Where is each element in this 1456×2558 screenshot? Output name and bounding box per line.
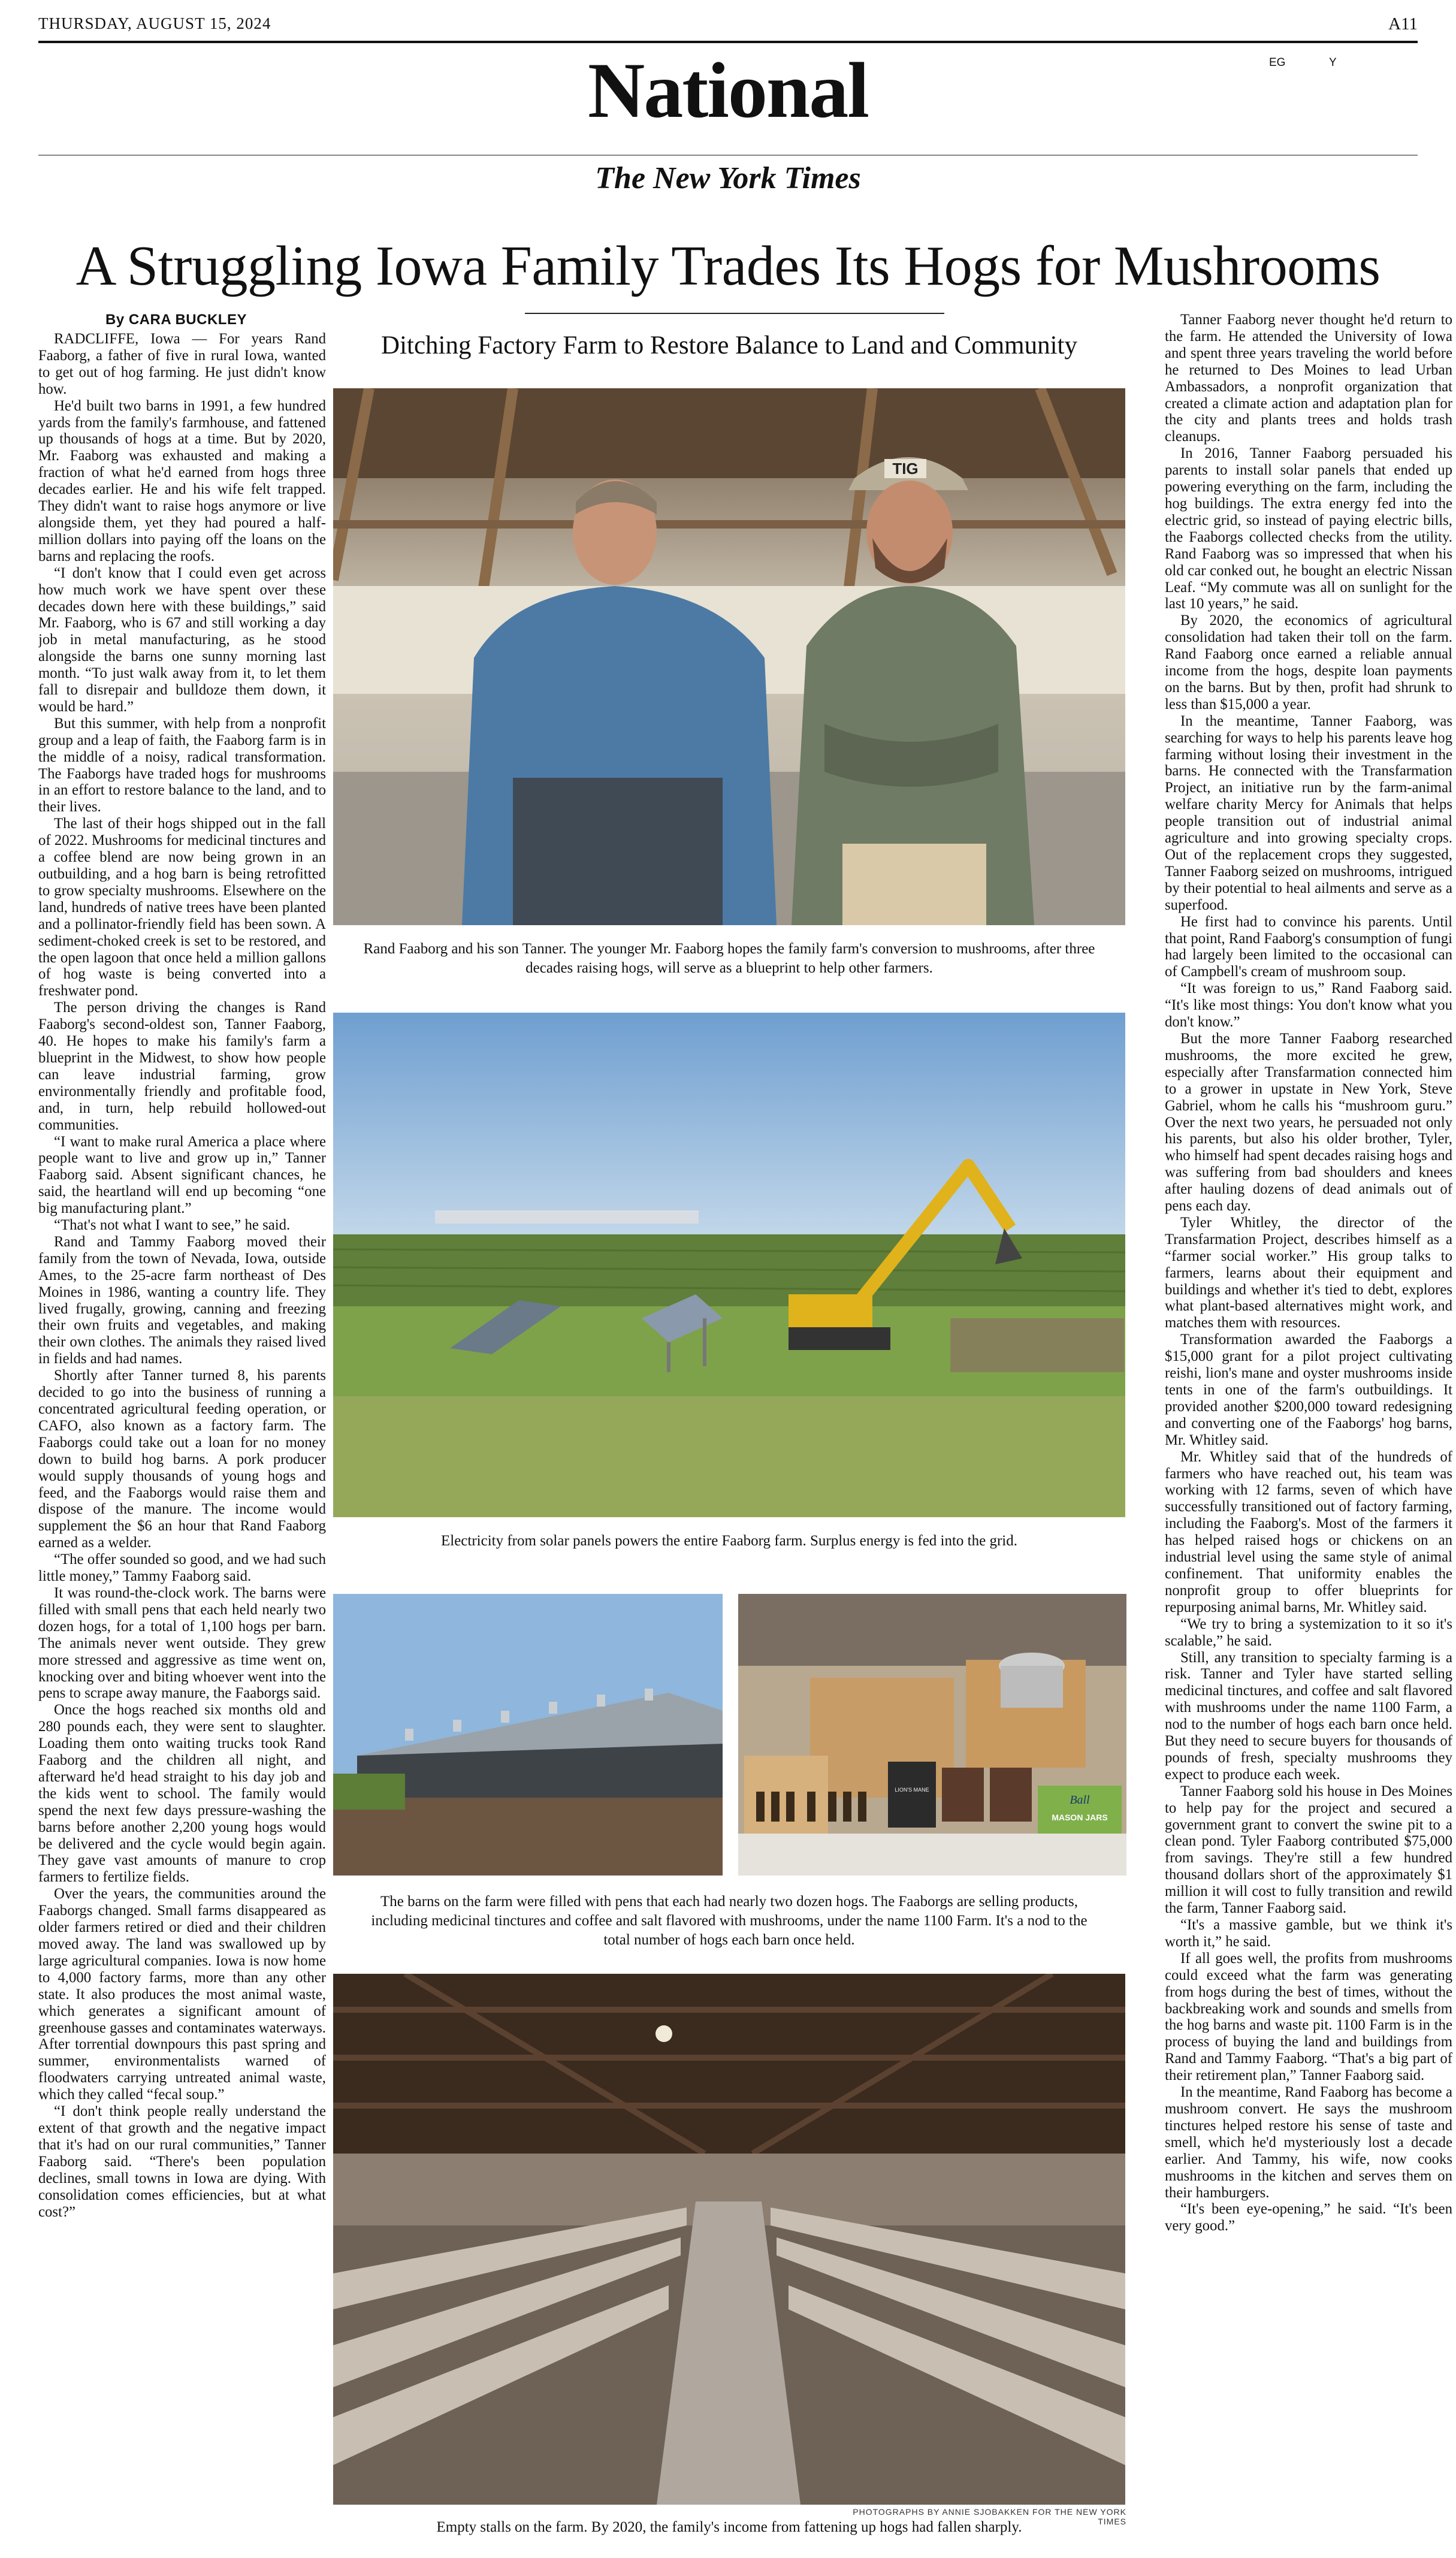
photo-products (738, 1594, 1126, 1876)
paragraph: The last of their hogs shipped out in the fall of 2022. Mushrooms for medicinal tinctures and a coffee blend are now being grown in an outbuilding, and a hog barn is being retrofitted to grow specialty mushrooms. Elsewhere on the land, hundreds of native trees have been planted and a pollinator-friendly field has been sown. A sediment-choked creek is set to be restored, and the open lagoon that once held a million gallons of hog waste is being converted into a freshwater pond. (38, 816, 326, 999)
paragraph: By 2020, the economics of agricultural consolidation had taken their toll on the farm. Rand Faaborg once earned a reliable annual income from the hogs, despite loan payments on the barns. But by then, profit had shrunk to less than $15,000 a year. (1165, 612, 1452, 712)
paragraph: Once the hogs reached six months old and 280 pounds each, they were sent to slaughter. Loading them onto waiting trucks took Rand Faaborg and the children all night, and afterward he'd head straight to his day job and the kids went to school. The family would spend the next few days pressure-washing the barns before another 2,200 young hogs would be delivered and the cycle would begin again. They gave vast amounts of manure to crop farmers to fertilize fields. (38, 1702, 326, 1886)
paragraph: “It was foreign to us,” Rand Faaborg said. “It's like most things: You don't know what you don't know.” (1165, 980, 1452, 1031)
paragraph: “I want to make rural America a place where people want to live and grow up in,” Tanner Faaborg said. Absent significant chances, he said, the heartland will end up becoming “one big manufacturing plant.” (38, 1133, 326, 1217)
section-title: National (587, 46, 869, 134)
paragraph: He'd built two barns in 1991, a few hundred yards from the family's farmhouse, and fattened up thousands of hogs at a time. But by 2020, Mr. Faaborg was exhausted and making a fraction of what he'd earned from hogs three decades earlier. He and his wife felt trapped. They didn't want to raise hogs anymore or live alongside them, yet they had poured a half-million dollars into paying off the loans on the barns and replacing the roofs. (38, 397, 326, 564)
paragraph: He first had to convince his parents. Until that point, Rand Faaborg's consumption of fungi had largely been limited to the occasional can of Campbell's cream of mushroom soup. (1165, 913, 1452, 980)
paragraph: Transformation awarded the Faaborgs a $15,000 grant for a pilot project cultivating reishi, lion's mane and oyster mushrooms inside tents in one of the farm's outbuildings. It provided another $200,000 toward redesigning and converting one of the Faaborgs' hog barns, Mr. Whitley said. (1165, 1331, 1452, 1448)
masthead-rule (38, 155, 1418, 156)
paragraph: The person driving the changes is Rand Faaborg's second-oldest son, Tanner Faaborg, 40. He hopes to make his family's farm a blueprint in the Midwest, to show how people can leave industrial farming, grow environmentally friendly and profitable food, and, in turn, help rebuild hollowed-out communities. (38, 999, 326, 1133)
paragraph: “The offer sounded so good, and we had such little money,” Tammy Faaborg said. (38, 1551, 326, 1585)
newspaper-logo: The New York Times (595, 161, 861, 195)
paragraph: In 2016, Tanner Faaborg persuaded his parents to install solar panels that ended up powering everything on the farm, including the hog buildings. The extra energy fed into the electric grid, so instead of paying electric bills, the Faaborgs collected checks from the utility. Rand Faaborg was so impressed that when his old car conked out, he bought an electric Nissan Leaf. “My commute was all on sunlight for the last 10 years,” he said. (1165, 445, 1452, 612)
article-column-right (1165, 312, 1452, 2553)
paragraph: “It's a massive gamble, but we think it's worth it,” he said. (1165, 1917, 1452, 1950)
photo-credit: PHOTOGRAPHS BY ANNIE SJOBAKKEN FOR THE NEW YORK TIMES (853, 2507, 1126, 2526)
photo-portrait (333, 388, 1125, 925)
article-column-left (38, 331, 326, 2548)
product-label: LION'S MANE (895, 1787, 929, 1793)
paragraph: But this summer, with help from a nonprofit group and a leap of faith, the Faaborg farm is in the middle of a noisy, radical transformation. The Faaborgs have traded hogs for mushrooms in an effort to restore balance to the land, and to their lives. (38, 715, 326, 816)
paragraph: Rand and Tammy Faaborg moved their family from the town of Nevada, Iowa, outside Ames, to the 25-acre farm northeast of Des Moines in 1986, wanting a country life. They lived frugally, growing, canning and freezing their own fruits and vegetables, and making their own clothes. The animals they raised lived in fields and had names. (38, 1233, 326, 1367)
paragraph: Tyler Whitley, the director of the Transfarmation Project, describes himself as a “farmer social worker.” His group talks to farmers, learns about their equipment and buildings and whether it's tied to debt, explores what plant-based alternatives might work, and matches them with resources. (1165, 1214, 1452, 1331)
caption-barns-products: The barns on the farm were filled with pens that each had nearly two dozen hogs. The Faaborgs are selling products, including medicinal tinctures and coffee and salt flavored with mushrooms, under the name 1100 Farm. It's a nod to the total number of hogs each barn once held. (371, 1893, 1088, 1948)
caption-solar: Electricity from solar panels powers the entire Faaborg farm. Surplus energy is fed into the grid. (440, 1533, 1017, 1549)
paragraph: In the meantime, Tanner Faaborg, was searching for ways to help his parents leave hog farming without losing their investment in the barns. He connected with the Transfarmation Project, an initiative run by the farm-animal welfare charity Mercy for Animals that helps people transition out of industrial animal agriculture and into growing specialty crops. Out of the replacement crops they suggested, Tanner Faaborg seized on mushrooms, intrigued by their potential to heal ailments and serve as a superfood. (1165, 712, 1452, 913)
paragraph: If all goes well, the profits from mushrooms could exceed what the farm was generating from hogs during the best of times, without the backbreaking work and sounds and smells from the hog barns and waste pit. 1100 Farm is in the process of buying the land and buildings from Rand and Tammy Faaborg. “That's a big part of their retirement plan,” Tanner Faaborg said. (1165, 1950, 1452, 2084)
paragraph: Tanner Faaborg sold his house in Des Moines to help pay for the project and secured a government grant to convert the swine pit to a clean pond. Tyler Faaborg contributed $75,000 from savings. They're still a few hundred thousand dollars short of the approximately $1 million it will cost to fully transition and rewild the farm, Tanner Faaborg said. (1165, 1783, 1452, 1917)
paragraph: “We try to bring a systemization to it so it's scalable,” he said. (1165, 1615, 1452, 1649)
paragraph: Shortly after Tanner turned 8, his parents decided to go into the business of running a concentrated agricultural feeding operation, or CAFO, also known as a factory farm. The Faaborgs could take out a loan for no money down to build hog barns. A pork producer would supply thousands of young hogs and feed, and the Faaborgs would raise them and dispose of the manure. The income would supplement the $6 an hour that Rand Faaborg earned as a welder. (38, 1367, 326, 1551)
jar-box-brand: Ball (1070, 1793, 1090, 1807)
photo-solar (333, 1013, 1125, 1517)
photo-barns (333, 1594, 723, 1876)
edition-code-left: EG (1269, 56, 1286, 69)
paragraph: It was round-the-clock work. The barns were filled with small pens that each held nearly two dozen hogs, for a total of 1,100 hogs per barn. The animals never went outside. They grew more stressed and aggressive as time went on, knocking over and biting whoever went into the pens to scrape away manure, the Faaborgs said. (38, 1584, 326, 1702)
paragraph: Still, any transition to specialty farming is a risk. Tanner and Tyler have started selling medicinal tinctures, and coffee and salt flavored with mushrooms under the name 1100 Farm, a nod to the number of hogs each barn once held. But they need to secure buyers for thousands of pounds of fresh, specialty mushrooms they expect to produce each week. (1165, 1649, 1452, 1783)
byline: By CARA BUCKLEY (105, 312, 247, 328)
paragraph: Mr. Whitley said that of the hundreds of farmers who have reached out, his team was working with 12 farms, seven of which have successfully transitioned out of factory farming, including the Faaborg's. Most of the farmers it has helped raised hogs or chickens on an industrial level using the same style of animal confinement. That uniformity enables the nonprofit group to offer blueprints for repurposing animal barns, Mr. Whitley said. (1165, 1448, 1452, 1615)
edition-code-right: Y (1329, 56, 1337, 69)
paragraph: “It's been eye-opening,” he said. “It's been very good.” (1165, 2201, 1452, 2234)
paragraph: “I don't think people really understand the extent of that growth and the negative impact that it's had on our rural communities,” Tanner Faaborg said. “There's been population declines, small towns in Iowa are dying. With consolidation comes efficiencies, but at what cost?” (38, 2103, 326, 2220)
paragraph: RADCLIFFE, Iowa — For years Rand Faaborg, a father of five in rural Iowa, wanted to get out of hog farming. He just didn't know how. (38, 331, 326, 397)
caption-stalls: Empty stalls on the farm. By 2020, the family's income from fattening up hogs had fallen sharply. (436, 2519, 1022, 2535)
paragraph: “I don't know that I could even get across how much work we have spent over these decades down here with these buildings,” said Mr. Faaborg, who is 67 and still working a day job in metal manufacturing, as he stood alongside the barns one sunny morning last month. “To just walk away from it, to let them fall to disrepair and bulldoze them down, it would be hard.” (38, 564, 326, 715)
headline-rule (525, 313, 944, 314)
paragraph: “That's not what I want to see,” he said. (54, 1217, 291, 1234)
dateline: THURSDAY, AUGUST 15, 2024 (38, 14, 271, 32)
paragraph: Over the years, the communities around the Faaborgs changed. Small farms disappeared as older farmers retired or died and their children moved away. The land was swallowed up by large agricultural companies. Iowa is now home to 4,000 factory farms, more than any other state. It also produces the most animal waste, which generates a significant amount of greenhouse gasses and contaminates waterways. After torrential downpours this past spring and summer, environmentalists warned of floodwaters carrying untreated animal waste, which they called “fecal soup.” (38, 1886, 326, 2103)
top-rule (38, 41, 1418, 43)
caption-portrait: Rand Faaborg and his son Tanner. The younger Mr. Faaborg hopes the family farm's conversion to mushrooms, after three decades raising hogs, will serve as a blueprint to help other farmers. (363, 941, 1095, 976)
jar-box-label: MASON JARS (1052, 1813, 1108, 1822)
headline: A Struggling Iowa Family Trades Its Hogs for Mushrooms (75, 235, 1381, 297)
paragraph: But the more Tanner Faaborg researched mushrooms, the more excited he grew, especially after Transfarmation connected him to a grower in upstate in New York, Steve Gabriel, whom he calls his “mushroom guru.” Over the next two years, he persuaded not only his parents, but also his older brother, Tyler, who himself had spent decades raising hogs and was suffering from bad shoulders and knees after hauling dozens of dead animals out of pens each day. (1165, 1030, 1452, 1215)
subheadline: Ditching Factory Farm to Restore Balance to Land and Community (381, 331, 1077, 360)
photo-stalls (333, 1974, 1125, 2505)
hat-logo: TIG (892, 460, 919, 478)
paragraph: In the meantime, Rand Faaborg has become a mushroom convert. He says the mushroom tinctures helped restore his sense of taste and smell, which he'd mysteriously lost a decade earlier. And Tammy, his wife, now cooks mushrooms in the kitchen and serves them on their hamburgers. (1165, 2084, 1452, 2201)
page-number: A11 (1388, 14, 1418, 34)
paragraph: Tanner Faaborg never thought he'd return to the farm. He attended the University of Iowa and spent three years traveling the world before he returned to Des Moines to lead Urban Ambassadors, a nonprofit organization that created a climate action and adaptation plan for the city and plants trees and holds trash cleanups. (1165, 312, 1452, 445)
